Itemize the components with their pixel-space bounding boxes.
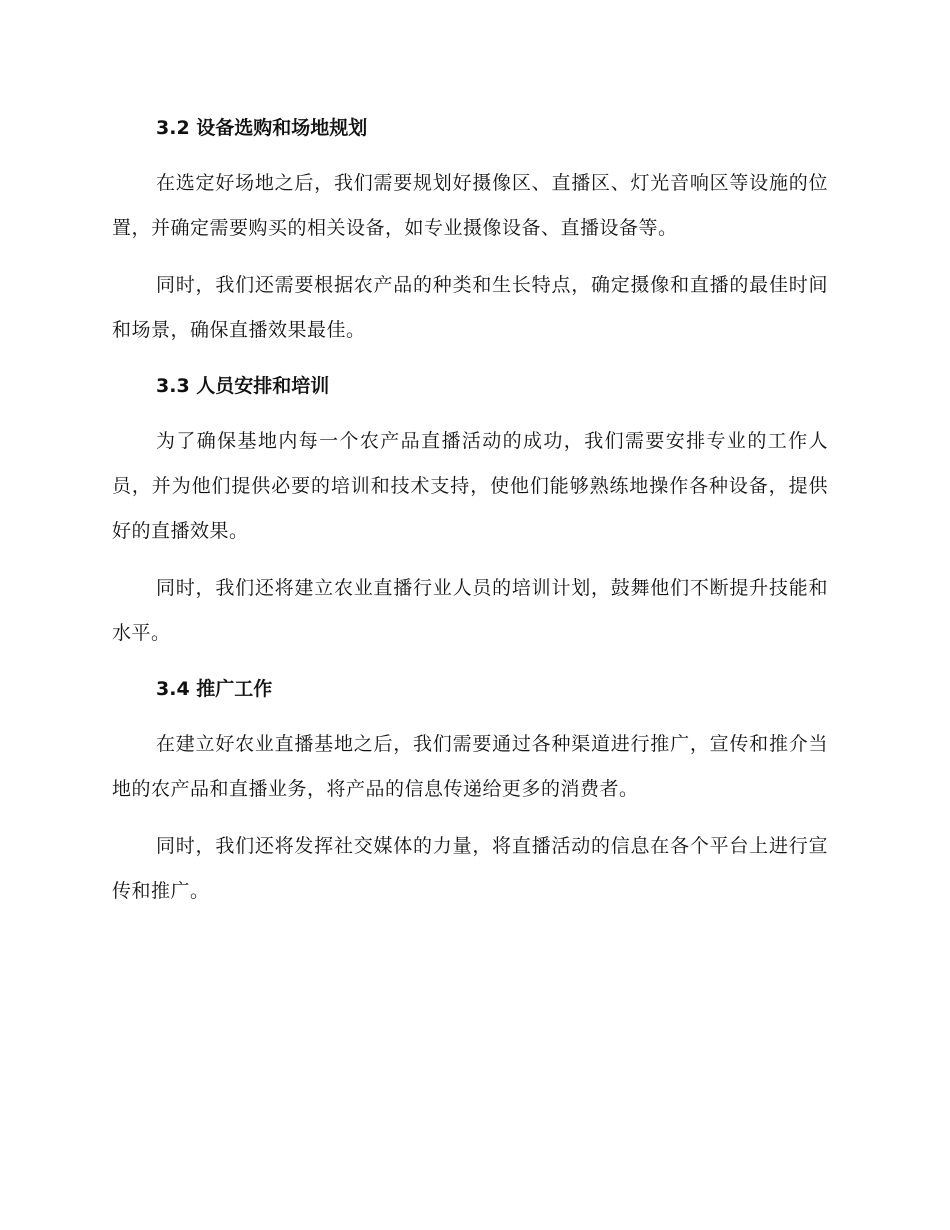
paragraph: 在建立好农业直播基地之后，我们需要通过各种渠道进行推广，宣传和推介当地的农产品和直播业务，将产品的信息传递给更多的消费者。 xyxy=(112,733,828,800)
section-3-4 xyxy=(112,673,828,914)
paragraph: 同时，我们还需要根据农产品的种类和生长特点，确定摄像和直播的最佳时间和场景，确保直播效果最佳。 xyxy=(112,274,828,341)
section-3-3 xyxy=(112,370,828,656)
paragraph: 同时，我们还将建立农业直播行业人员的培训计划，鼓舞他们不断提升技能和水平。 xyxy=(112,577,828,644)
paragraph: 同时，我们还将发挥社交媒体的力量，将直播活动的信息在各个平台上进行宣传和推广。 xyxy=(112,835,828,902)
section-heading: 3.2 设备选购和场地规划 xyxy=(156,117,368,139)
section-3-2 xyxy=(112,112,828,353)
paragraph: 为了确保基地内每一个农产品直播活动的成功，我们需要安排专业的工作人员，并为他们提供必要的培训和技术支持，使他们能够熟练地操作各种设备，提供好的直播效果。 xyxy=(112,430,828,542)
section-heading: 3.4 推广工作 xyxy=(156,678,273,700)
section-heading: 3.3 人员安排和培训 xyxy=(156,375,330,397)
paragraph: 在选定好场地之后，我们需要规划好摄像区、直播区、灯光音响区等设施的位置，并确定需要购买的相关设备，如专业摄像设备、直播设备等。 xyxy=(112,172,828,239)
document-page xyxy=(112,112,828,914)
